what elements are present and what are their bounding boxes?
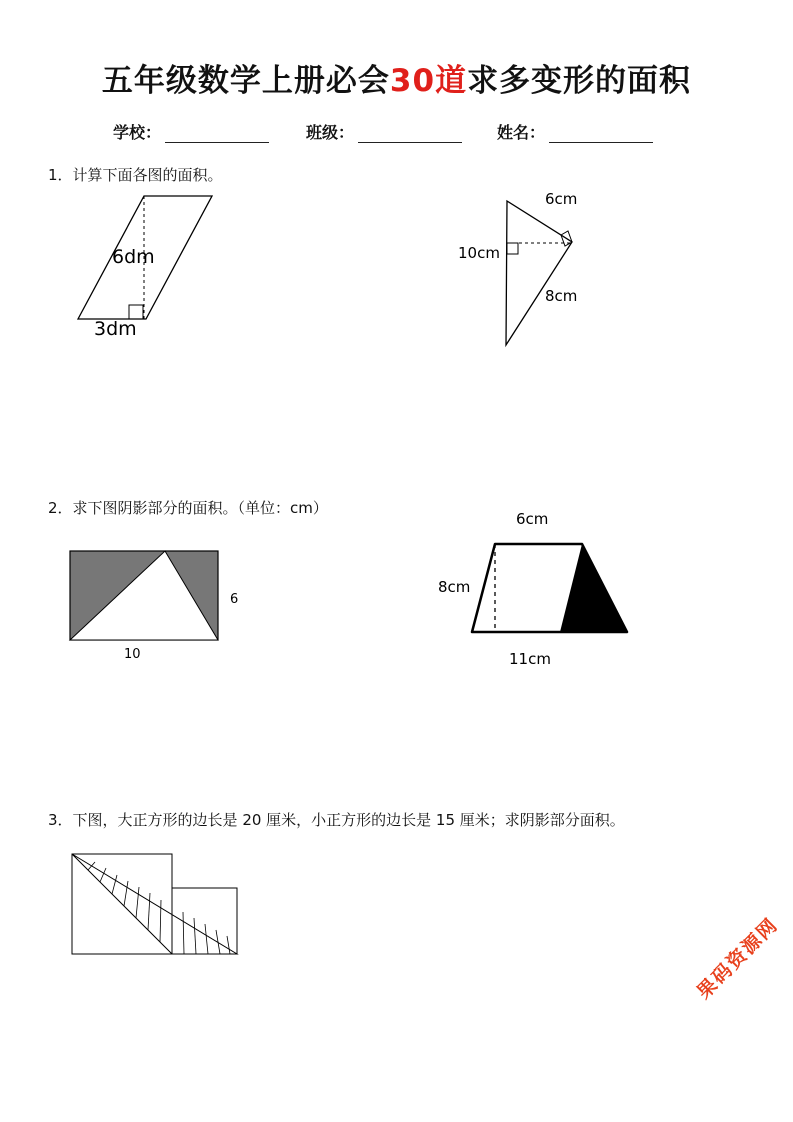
title-suffix: 求多变形的面积: [467, 63, 692, 99]
title-prefix: 五年级数学上册必会: [101, 63, 390, 99]
trapezoid-top-label: 6cm: [516, 510, 549, 528]
school-label: 学校：: [113, 123, 162, 142]
trapezoid-bottom-label: 11cm: [509, 650, 551, 668]
parallelogram-figure: [70, 190, 230, 340]
title-number: 30: [389, 63, 436, 99]
question-3: 3．下图，大正方形的边长是 20 厘米，小正方形的边长是 15 厘米；求阴影部分面积。: [48, 811, 625, 829]
question-1: 1．计算下面各图的面积。: [48, 166, 223, 184]
rectangle-width-label: 10: [124, 647, 141, 662]
triangle-hypotenuse-label: 10cm: [458, 244, 500, 262]
page-title: [0, 55, 793, 100]
class-blank[interactable]: [358, 124, 462, 143]
school-field: [113, 120, 269, 143]
rectangle-height-label: 6: [230, 592, 239, 607]
two-squares-figure: [68, 850, 248, 960]
name-field: [497, 120, 653, 143]
right-triangle-figure: [450, 185, 600, 355]
title-highlight: 道: [435, 63, 468, 99]
question-2: 2．求下图阴影部分的面积。（单位：cm）: [48, 499, 328, 517]
parallelogram-base-label: 3dm: [94, 318, 137, 340]
trapezoid-figure: [430, 500, 640, 680]
name-label: 姓名：: [497, 123, 546, 142]
class-field: [306, 120, 462, 143]
name-blank[interactable]: [549, 124, 653, 143]
class-label: 班级：: [306, 123, 355, 142]
parallelogram-height-label: 6dm: [112, 246, 155, 268]
triangle-leg-top-label: 6cm: [545, 190, 578, 208]
trapezoid-height-label: 8cm: [438, 578, 471, 596]
rectangle-triangle-figure: [60, 545, 260, 665]
watermark: 果码资源网: [692, 913, 783, 1004]
school-blank[interactable]: [165, 124, 269, 143]
triangle-leg-bottom-label: 8cm: [545, 287, 578, 305]
